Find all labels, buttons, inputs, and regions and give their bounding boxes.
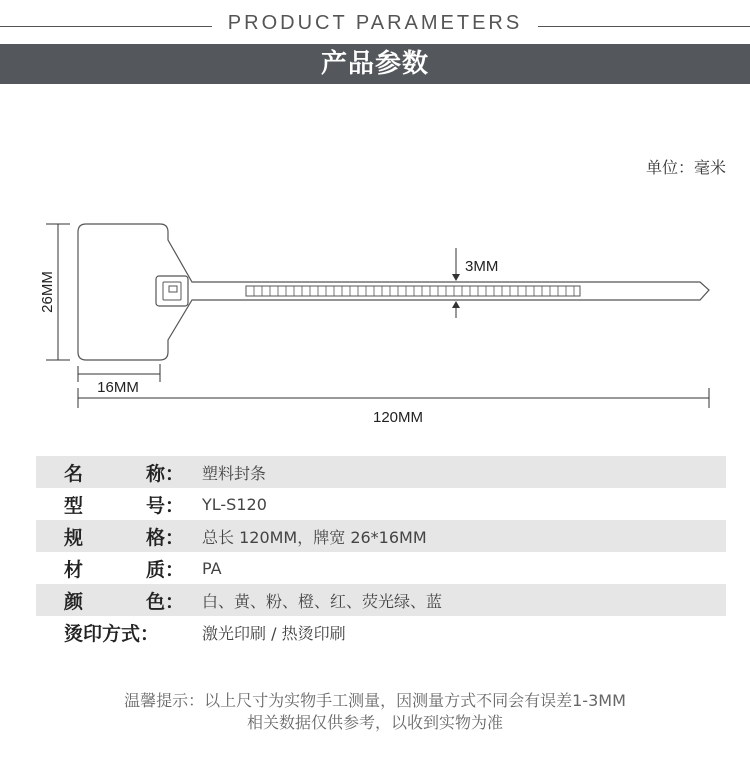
spec-label-char: 称：: [145, 462, 184, 485]
spec-row: [36, 616, 726, 648]
total-length-label: 120MM: [372, 409, 424, 426]
spec-value: 激光印刷 / 热烫印刷: [202, 623, 346, 643]
spec-label: [36, 523, 184, 550]
spec-label-char: 名: [64, 462, 84, 485]
spec-label: [36, 459, 184, 486]
teeth-strip: [246, 286, 580, 296]
lock-head: [156, 276, 188, 306]
height-dim-label: 26MM: [39, 271, 56, 313]
lock-head-inner: [163, 282, 181, 300]
footnote-line-1: 温馨提示：以上尺寸为实物手工测量，因测量方式不同会有误差1-3MM: [124, 691, 626, 710]
spec-label-text: 烫印方式：: [64, 622, 160, 645]
spec-label-char: 规: [64, 526, 84, 549]
spec-label: [36, 555, 184, 582]
header-rule-left: [0, 26, 212, 27]
spec-label-char: 型: [64, 494, 84, 517]
header-title-cn: 产品参数: [0, 44, 750, 84]
spec-row: [36, 488, 726, 520]
spec-value: YL-S120: [202, 494, 267, 514]
spec-value: 塑料封条: [202, 463, 267, 483]
spec-value: PA: [202, 558, 222, 578]
spec-label-char: 号：: [145, 494, 184, 517]
spec-row: [36, 456, 726, 488]
thickness-label: 3MM: [465, 258, 499, 275]
spec-label: [36, 587, 184, 614]
spec-row: [36, 552, 726, 584]
spec-label-char: 格：: [145, 526, 184, 549]
footnote-line-2: 相关数据仅供参考，以收到实物为准: [246, 713, 503, 732]
spec-table: [36, 456, 726, 648]
thickness-arrowhead-bottom: [452, 301, 460, 308]
spec-label-char: 材: [64, 558, 84, 581]
tag-width-label: 16MM: [97, 379, 139, 396]
spec-label: [36, 619, 184, 646]
spec-label-char: 颜: [64, 590, 84, 613]
ratchet-teeth: [246, 286, 580, 296]
spec-label-char: 质：: [145, 558, 184, 581]
spec-row: [36, 520, 726, 552]
spec-value: 总长 120MM，牌宽 26*16MM: [202, 527, 427, 547]
spec-row: [36, 584, 726, 616]
unit-note: 单位：毫米: [645, 158, 726, 177]
product-dimension-diagram: [0, 210, 750, 440]
lock-slot: [169, 286, 177, 292]
spec-value: 白、黄、粉、橙、红、荧光绿、蓝: [202, 591, 443, 611]
footnote: [0, 690, 750, 734]
spec-label: [36, 491, 184, 518]
header-rule-right: [538, 26, 750, 27]
spec-label-char: 色：: [145, 590, 184, 613]
header-title-en: PRODUCT PARAMETERS: [227, 12, 523, 34]
thickness-arrowhead-top: [452, 274, 460, 281]
